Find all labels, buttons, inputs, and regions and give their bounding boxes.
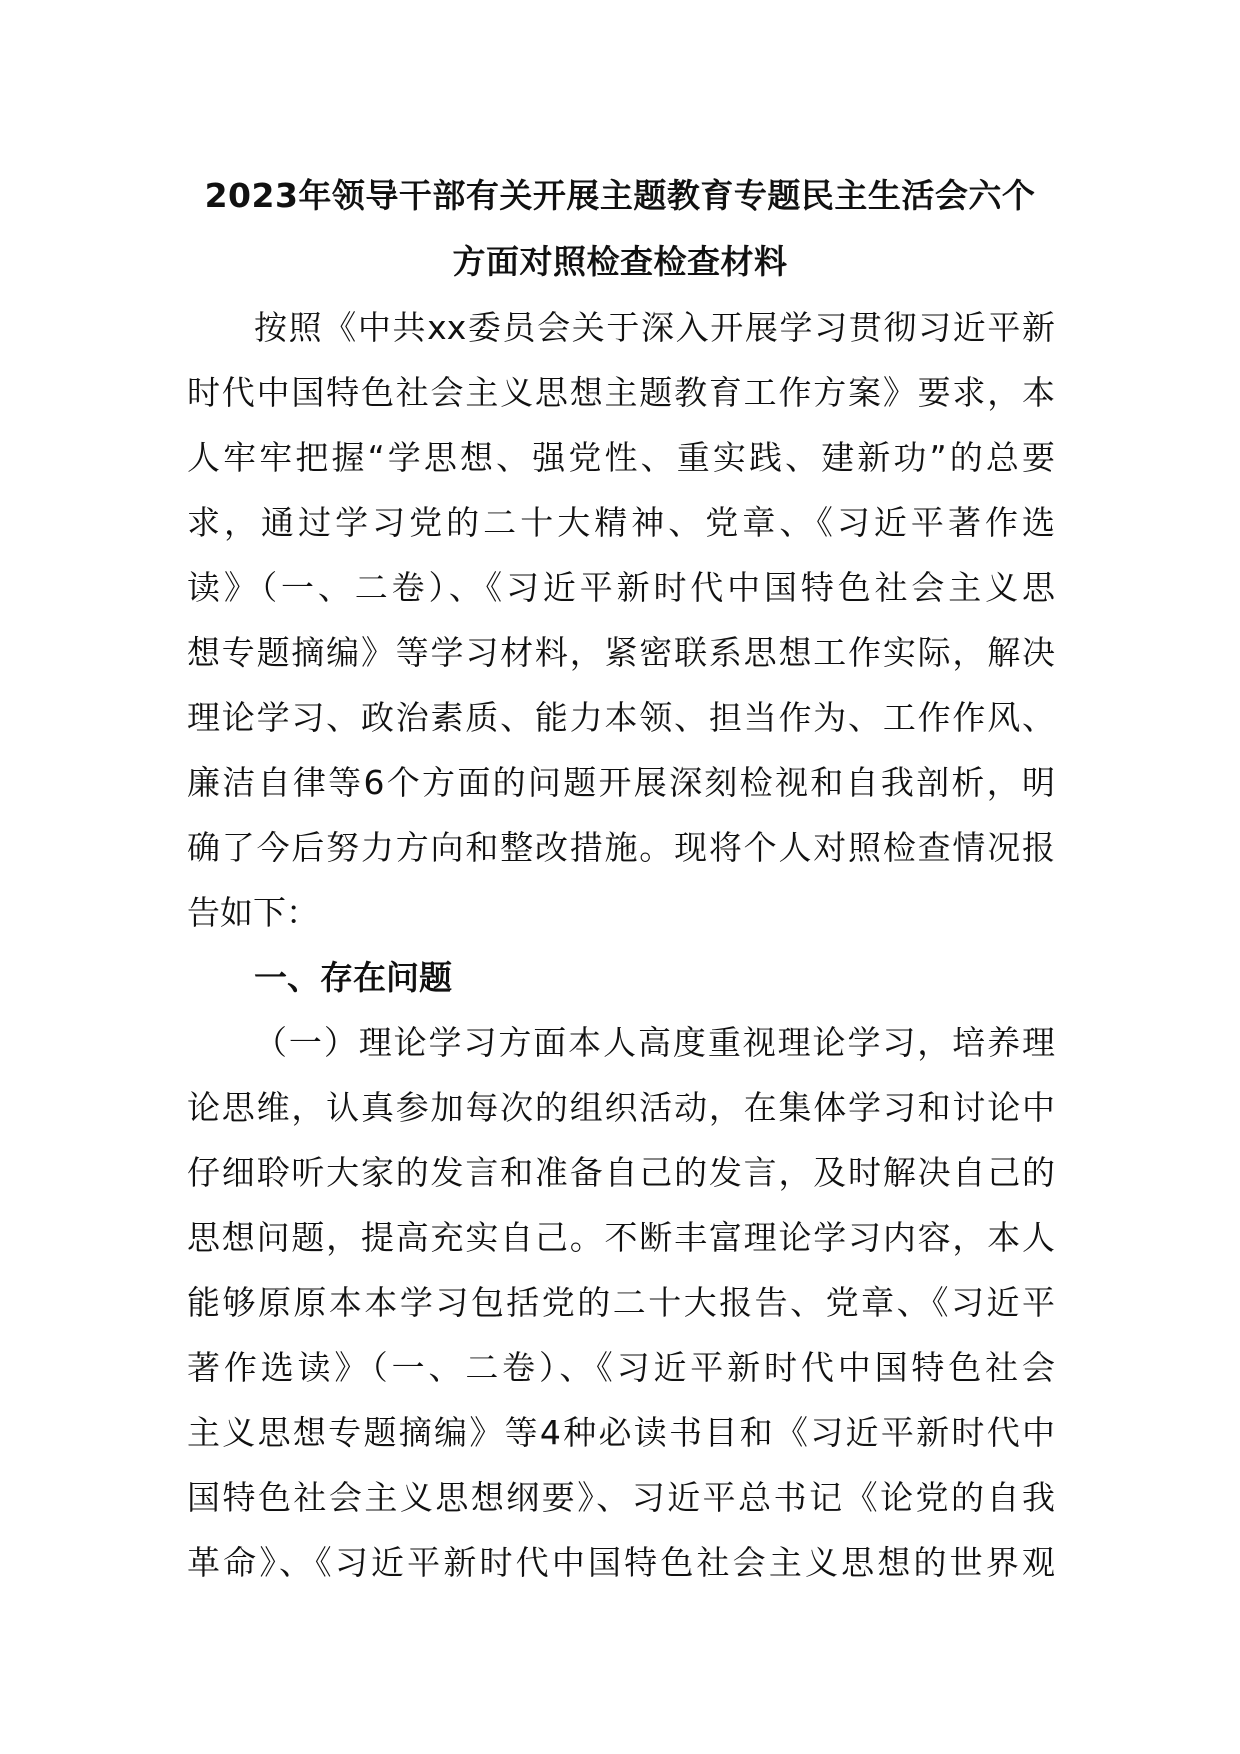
document-title-line-2: 方面对照检查检查材料 (452, 242, 788, 281)
section-line: （一）理论学习方面本人高度重视理论学习，培养理 (254, 1023, 1055, 1062)
section-line: 主义思想专题摘编》等4种必读书目和《习近平新时代中 (187, 1413, 1055, 1452)
intro-line: 人牢牢把握“学思想、强党性、重实践、建新功”的总要 (187, 438, 1055, 477)
intro-line: 求，通过学习党的二十大精神、党章、《习近平著作选 (187, 503, 1055, 542)
section-line: 国特色社会主义思想纲要》、习近平总书记《论党的自我 (187, 1478, 1055, 1517)
section-line: 著作选读》（一、二卷）、《习近平新时代中国特色社会 (187, 1348, 1055, 1387)
section-line: 革命》、《习近平新时代中国特色社会主义思想的世界观 (187, 1543, 1055, 1582)
section-line: 能够原原本本学习包括党的二十大报告、党章、《习近平 (187, 1283, 1055, 1322)
intro-line: 时代中国特色社会主义思想主题教育工作方案》要求，本 (187, 373, 1055, 412)
intro-line: 按照《中共xx委员会关于深入开展学习贯彻习近平新 (254, 308, 1055, 347)
section-line: 论思维，认真参加每次的组织活动，在集体学习和讨论中 (187, 1088, 1055, 1127)
section-line: 仔细聆听大家的发言和准备自己的发言，及时解决自己的 (187, 1153, 1055, 1192)
document-title-line-1: 2023年领导干部有关开展主题教育专题民主生活会六个 (204, 176, 1036, 215)
intro-line: 想专题摘编》等学习材料，紧密联系思想工作实际，解决 (187, 633, 1055, 672)
section-line: 思想问题，提高充实自己。不断丰富理论学习内容，本人 (187, 1218, 1055, 1257)
intro-line: 读》（一、二卷）、《习近平新时代中国特色社会主义思 (187, 568, 1055, 607)
intro-line: 廉洁自律等6个方面的问题开展深刻检视和自我剖析，明 (187, 763, 1055, 802)
intro-line: 理论学习、政治素质、能力本领、担当作为、工作作风、 (187, 698, 1055, 737)
intro-line: 确了今后努力方向和整改措施。现将个人对照检查情况报 (187, 828, 1055, 867)
section-heading: 一、存在问题 (254, 958, 452, 997)
intro-line: 告如下： (187, 893, 319, 932)
